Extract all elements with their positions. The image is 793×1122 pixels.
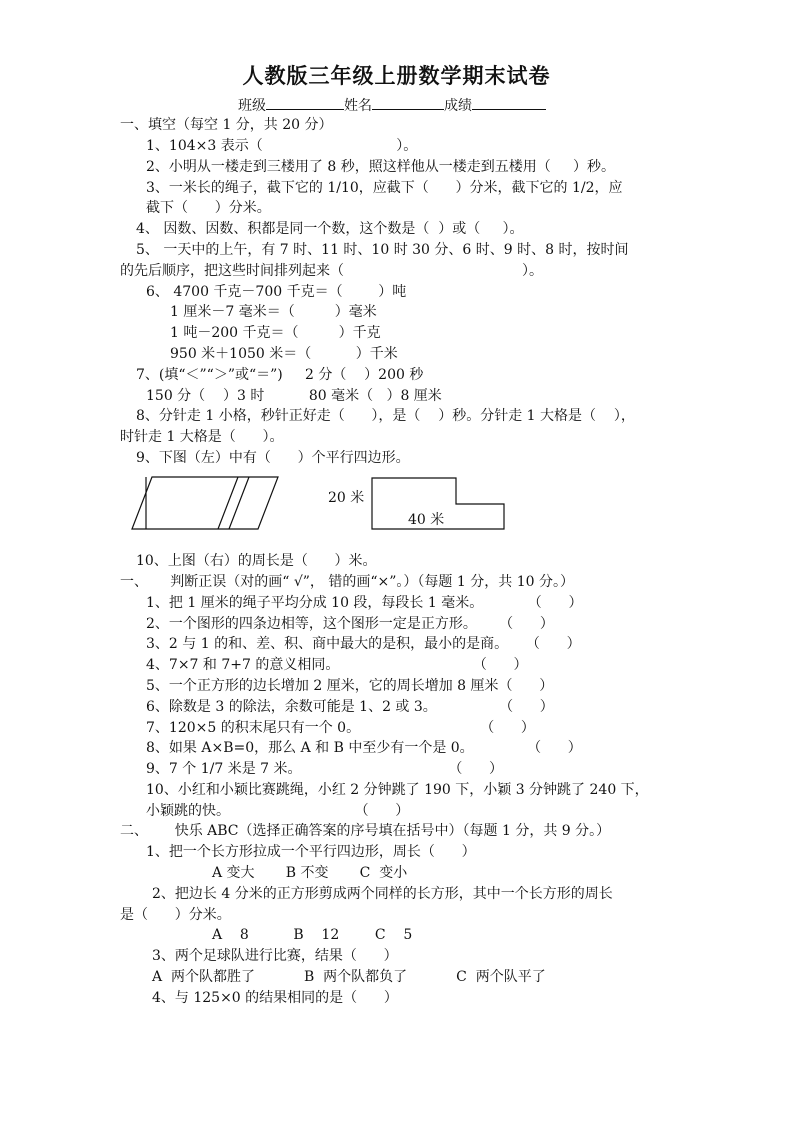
outer-parallelogram — [132, 477, 278, 529]
s1-q6-line4: 950 米＋1050 米＝（ ）千米 — [170, 346, 398, 362]
s1-q7-line2: 150 分（ ）3 时 80 毫米（ ）8 厘米 — [146, 388, 442, 404]
s1-q10: 10、上图（右）的周长是（ ）米。 — [136, 553, 377, 569]
s3-q2-line1: 2、把边长 4 分米的正方形剪成两个同样的长方形，其中一个长方形的周长 — [152, 886, 613, 902]
section-3-heading: 二、 快乐 ABC（选择正确答案的序号填在括号中）（每题 1 分，共 9 分。） — [120, 823, 611, 839]
s3-q3-options: A 两个队都胜了 B 两个队都负了 C 两个队平了 — [152, 969, 546, 985]
s2-q8: 8、如果 A×B=0，那么 A 和 B 中至少有一个是 0。 （ ） — [146, 740, 582, 756]
name-label: 姓名 — [344, 98, 372, 114]
student-info-row — [238, 95, 546, 114]
s2-q9: 9、7 个 1/7 米是 7 米。 （ ） — [146, 761, 504, 777]
s1-q2: 2、小明从一楼走到三楼用了 8 秒，照这样他从一楼走到五楼用（ ）秒。 — [146, 159, 615, 175]
s1-q9: 9、下图（左）中有（ ）个平行四边形。 — [136, 450, 410, 466]
s1-q5-line1: 5、 一天中的上午，有 7 时、11 时、10 时 30 分、6 时、9 时、8 时，按时间 — [136, 242, 629, 258]
s1-q7-line1: 7、(填“＜”“＞”或“＝”) 2 分（ ）200 秒 — [136, 367, 424, 383]
figure-side-label: 20 米 — [328, 490, 365, 506]
s2-q10-line2: 小颖跳的快。 （ ） — [146, 803, 410, 819]
s2-q5: 5、一个正方形的边长增加 2 厘米，它的周长增加 8 厘米（ ） — [146, 678, 554, 694]
s3-q2-line2: 是（ ）分米。 — [120, 907, 231, 923]
page-title: 人教版三年级上册数学期末试卷 — [242, 63, 551, 88]
slanted-divider-2 — [229, 477, 249, 529]
class-label: 班级 — [238, 98, 266, 114]
s2-q10-line1: 10、小红和小颖比赛跳绳，小红 2 分钟跳了 190 下，小颖 3 分钟跳了 240 下， — [146, 782, 649, 798]
score-blank — [472, 95, 546, 110]
s1-q3-line1: 3、一米长的绳子，截下它的 1/10，应截下（ ）分米，截下它的 1/2，应 — [146, 180, 623, 196]
s1-q1: 1、104×3 表示（ ）。 — [146, 138, 418, 154]
s3-q3: 3、两个足球队进行比赛，结果（ ） — [152, 948, 398, 964]
s3-q1-options: A 变大 B 不变 C 变小 — [212, 865, 408, 881]
score-label: 成绩 — [444, 98, 472, 114]
s2-q1: 1、把 1 厘米的绳子平均分成 10 段，每段长 1 毫米。 （ ） — [146, 595, 583, 611]
s1-q8-line1: 8、分针走 1 小格，秒针正好走（ ），是（ ）秒。分针走 1 大格是（ ）， — [136, 408, 635, 424]
s1-q4: 4、 因数、因数、积都是同一个数，这个数是（ ）或（ ）。 — [136, 221, 524, 237]
slanted-divider-1 — [218, 477, 238, 529]
s1-q6-line1: 6、 4700 千克－700 千克＝（ ）吨 — [146, 284, 407, 300]
s2-q3: 3、2 与 1 的和、差、积、商中最大的是积，最小的是商。 （ ） — [146, 636, 581, 652]
s2-q4: 4、7×7 和 7+7 的意义相同。 （ ） — [146, 657, 528, 673]
s3-q1: 1、把一个长方形拉成一个平行四边形，周长（ ） — [146, 844, 476, 860]
class-blank — [266, 95, 344, 110]
s3-q4: 4、与 125×0 的结果相同的是（ ） — [152, 990, 398, 1006]
s2-q7: 7、120×5 的积末尾只有一个 0。 （ ） — [146, 720, 535, 736]
s1-q5-line2: 的先后顺序，把这些时间排列起来（ ）。 — [120, 263, 544, 279]
parallelogram-figure — [128, 473, 284, 533]
section-1-heading: 一、填空（每空 1 分，共 20 分） — [120, 117, 333, 133]
s1-q3-line2: 截下（ ）分米。 — [146, 200, 271, 216]
s1-q6-line3: 1 吨－200 千克＝（ ）千克 — [170, 325, 381, 341]
name-blank — [372, 95, 444, 110]
s3-q2-options: A 8 B 12 C 5 — [212, 927, 413, 943]
s2-q2: 2、一个图形的四条边相等，这个图形一定是正方形。 （ ） — [146, 616, 554, 632]
s1-q6-line2: 1 厘米－7 毫米＝（ ）毫米 — [170, 304, 377, 320]
figure-bottom-label: 40 米 — [408, 512, 445, 528]
s1-q8-line2: 时针走 1 大格是（ ）。 — [120, 429, 284, 445]
section-2-heading: 一、 判断正误（对的画“ √”， 错的画“×”。）（每题 1 分，共 10 分。） — [120, 574, 574, 590]
s2-q6: 6、除数是 3 的除法，余数可能是 1、2 或 3。 （ ） — [146, 699, 554, 715]
